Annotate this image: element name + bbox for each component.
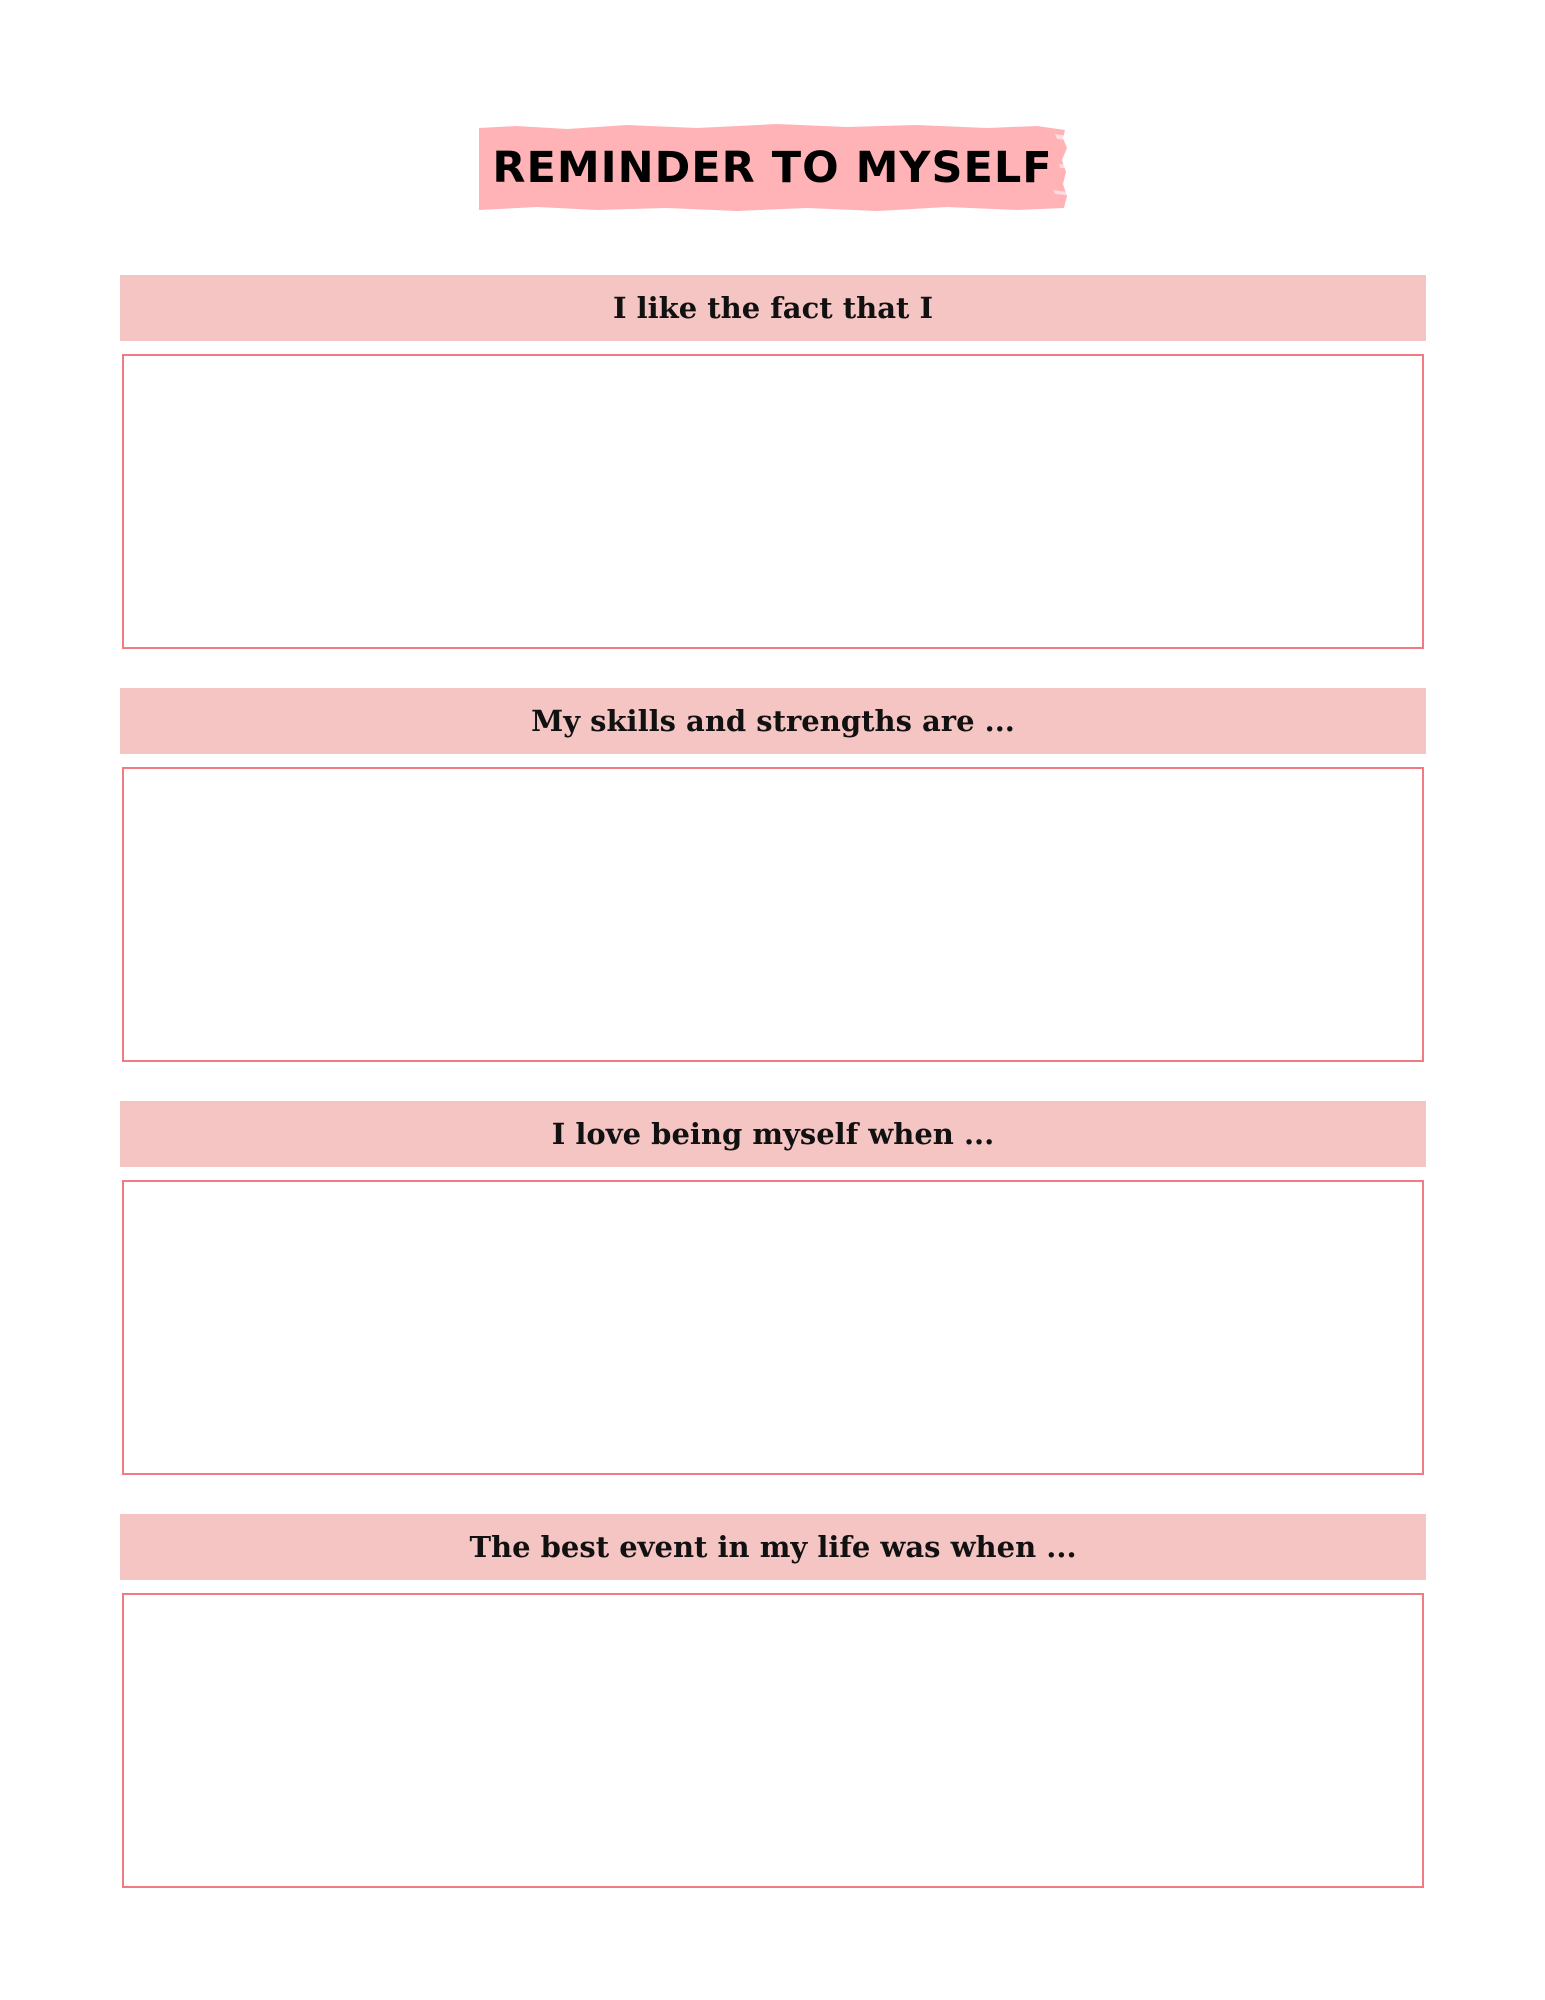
- answer-box-like-fact[interactable]: [122, 354, 1424, 649]
- section-header-love-being-myself: I love being myself when ...: [120, 1101, 1426, 1167]
- section-header-best-event: The best event in my life was when ...: [120, 1514, 1426, 1580]
- title-banner: [477, 124, 1068, 212]
- answer-box-love-being-myself[interactable]: [122, 1180, 1424, 1475]
- answer-box-skills-strengths[interactable]: [122, 767, 1424, 1062]
- section-header-like-fact: I like the fact that I: [120, 275, 1426, 341]
- section-header-skills-strengths: My skills and strengths are ...: [120, 688, 1426, 754]
- page-title: REMINDER TO MYSELF: [492, 143, 1053, 193]
- answer-box-best-event[interactable]: [122, 1593, 1424, 1888]
